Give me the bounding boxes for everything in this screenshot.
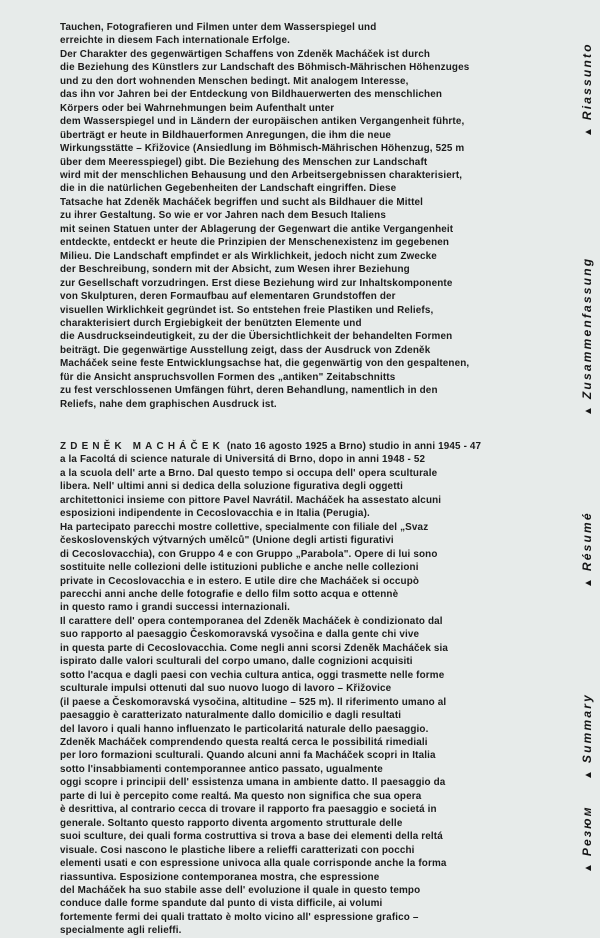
text-line: Der Charakter des gegenwärtigen Schaffens von Zdeněk Macháček ist durch bbox=[60, 48, 431, 60]
text-line: paesaggio è caratterizato naturalmente dallo domicilio e dagli resultati bbox=[60, 710, 402, 722]
text-line: specialmente agli relieffi. bbox=[60, 925, 182, 937]
text-line: suoi sculture, dei quali forma costruttiva si trova a base dei elementi della reltá bbox=[60, 831, 443, 843]
text-line: libera. Nell' ultimi anni si dedica della soluzione figurativa degli oggetti bbox=[60, 481, 403, 493]
text-line: der Beschreibung, sondern mit der Absicht, zum Wesen ihrer Beziehung bbox=[60, 264, 410, 276]
side-label-rezyum: ▲Резюм bbox=[580, 805, 594, 873]
text-line: wird mit der menschlichen Behausung und den Arbeitsergebnissen charakterisiert, bbox=[60, 169, 463, 181]
text-line: Il carattere dell' opera contemporanea del Zdeněk Macháček è condizionato dal bbox=[60, 615, 443, 627]
text-line: generale. Soltanto questo rapporto diventa argomento strutturale delle bbox=[60, 817, 403, 829]
text-line: mit seinen Statuen unter der Ablagerung der Gegenwart die antike Vergangenheit bbox=[60, 223, 454, 235]
triangle-marker-icon: ▲ bbox=[583, 578, 594, 588]
text-line: del lavoro i quali hanno influenzato le particolaritá naturale dello paesaggio. bbox=[60, 723, 429, 735]
text-line: erreichte in diesem Fach internationale Erfolge. bbox=[60, 35, 290, 47]
text-line: architettonici insieme con pittore Pavel Navrátil. Macháček ha assestato alcuni bbox=[60, 494, 442, 506]
side-label-zusammenfassung: ▲Zusammenfassung bbox=[580, 256, 594, 416]
text-line: a la Facoltá di science naturale di Universitá di Brno, dopo in anni 1948 - 52 bbox=[60, 454, 426, 466]
text-line: fortemente fermi dei quali trattato è molto vicino all' espressione grafico – bbox=[60, 911, 419, 923]
text-line: zu fest verschlossenen Umfängen führt, deren Behandlung, namentlich in den bbox=[60, 385, 438, 397]
text-line: zu ihrer Gestaltung. So wie er vor Jahren nach dem Besuch Italiens bbox=[60, 210, 386, 222]
text-line: visuellen Wirklichkeit gegründet ist. So entstehen freie Plastiken und Reliefs, bbox=[60, 304, 434, 316]
text-line: conduce dalle forme spandute dal punto di vista difficile, ai volumi bbox=[60, 898, 383, 910]
text-line: entdeckte, entdeckt er heute die Prinzipien der Menschenexistenz im gegebenen bbox=[60, 237, 450, 249]
text-line: di Cecoslovacchia), con Gruppo 4 e con Gruppo „Parabola". Opere di lui sono bbox=[60, 548, 438, 560]
text-line: Milieu. Die Landschaft empfindet er als Wirklichkeit, jedoch nicht zum Zwecke bbox=[60, 250, 437, 262]
text-line: ispirato dalle valori sculturali del corpo umano, dalle cognizioni acquisiti bbox=[60, 656, 413, 668]
text-line: die Beziehung des Künstlers zur Landschaft des Böhmisch-Mährischen Höhenzuges bbox=[60, 62, 470, 74]
text-line: Tatsache hat Zdeněk Macháček begriffen und sucht als Bildhauer die Mittel bbox=[60, 196, 424, 208]
text-line: und zu den dort wohnenden Menschen bedingt. Mit analogem Interesse, bbox=[60, 75, 409, 87]
text-line: suo rapporto al paesaggio Českomoravská vysočina e dalla gente chi vive bbox=[60, 629, 420, 641]
side-label-summary: ▲Summary bbox=[580, 693, 594, 780]
text-line: über dem Meeresspiegel) gibt. Die Beziehung des Menschen zur Landschaft bbox=[60, 156, 428, 168]
text-line: esposizioni indipendente in Cecoslovacchia e in Italia (Perugia). bbox=[60, 508, 370, 520]
text-line: oggi scopre i principii dell' essistenza umana in ambiente datto. Il paesaggio da bbox=[60, 777, 446, 789]
text-line: è desrittiva, al contrario cecca di trovare il rapporto fra paesaggio e societá in bbox=[60, 804, 437, 816]
german-summary-text bbox=[60, 21, 469, 411]
text-line: per loro formazioni sculturali. Quando alcuni anni fa Macháček scopri in Italia bbox=[60, 750, 436, 762]
triangle-marker-icon: ▲ bbox=[583, 770, 594, 780]
triangle-marker-icon: ▲ bbox=[583, 127, 594, 137]
text-line: private in Cecoslovacchia e in estero. E utile dire che Macháček si occupò bbox=[60, 575, 420, 587]
italian-first-line: ZDENĚK MACHÁČEK (nato 16 agosto 1925 a Brno) studio in anni 1945 - 47 bbox=[60, 441, 482, 452]
italian-summary-text bbox=[60, 440, 481, 938]
triangle-marker-icon: ▲ bbox=[583, 863, 594, 873]
text-line: parecchi anni anche delle fotografie e dello film sotto acqua e ottennè bbox=[60, 588, 399, 600]
text-line: sculturale impulsi ottenuti dal suo nuovo luogo di lavoro – Křižovice bbox=[60, 683, 392, 695]
text-line: parte di lui è percepito come realtá. Ma questo non significa che sua opera bbox=[60, 790, 422, 802]
text-line: das ihn vor Jahren bei der Entdeckung von Bildhauerwerten des menschlichen bbox=[60, 89, 443, 101]
text-line: beiträgt. Die gegenwärtige Ausstellung zeigt, dass der Ausdruck von Zdeněk bbox=[60, 344, 431, 356]
text-line: československých výtvarných umělců" (Unione degli artisti figurativi bbox=[60, 535, 394, 547]
text-line: sostituite nelle collezioni delle istituzioni publiche e anche nelle collezioni bbox=[60, 562, 419, 574]
text-line: von Skulpturen, deren Formaufbau auf elementaren Grundstoffen der bbox=[60, 291, 396, 303]
text-line: für die Ansicht anspruchsvollen Formen des „antiken" Zeitabschnitts bbox=[60, 371, 396, 383]
text-line: del Macháček ha suo stabile asse dell' evoluzione il quale in questo tempo bbox=[60, 884, 421, 896]
text-line: zur Gesellschaft vorzudringen. Erst diese Beziehung wird zur Inhaltskomponente bbox=[60, 277, 453, 289]
text-line: riassuntiva. Esposizione contemporanea mostra, che espressione bbox=[60, 871, 380, 883]
text-line: Reliefs, nahe dem graphischen Ausdruck ist. bbox=[60, 398, 277, 410]
text-line: a la scuola dell' arte a Brno. Dal questo tempo si occupa dell' opera sculturale bbox=[60, 467, 438, 479]
side-label-resume: ▲Résumé bbox=[580, 511, 594, 588]
text-line: sotto l'acqua e dagli paesi con vechia cultura antica, oggi trasmette nelle forme bbox=[60, 669, 445, 681]
side-label-riassunto: ▲Riassunto bbox=[580, 42, 594, 137]
text-line: in questo ramo i grandi successi internazionali. bbox=[60, 602, 290, 614]
text-line: charakterisiert durch Ergiebigkeit der benützten Elemente und bbox=[60, 317, 362, 329]
text-line: die Ausdruckseindeutigkeit, zu der die Übersichtlichkeit der behandelten Formen bbox=[60, 331, 453, 343]
text-line: Macháček seine feste Entwicklungsachse hat, die gegenwärtig von den gespaltenen, bbox=[60, 358, 470, 370]
text-line: überträgt er heute in Bildhauerformen Anregungen, die ihm die neue bbox=[60, 129, 392, 141]
artist-name-heading: ZDENĚK MACHÁČEK bbox=[60, 441, 224, 452]
text-line: Körpers oder bei Wahrnehmungen beim Aufenthalt unter bbox=[60, 102, 335, 114]
text-line: Wirkungsstätte – Křižovice (Ansiedlung im Böhmisch-Mährischen Höhenzug, 525 m bbox=[60, 143, 465, 155]
text-line: (il paese a Českomoravská vysočina, altitudine – 525 m). Il riferimento umano al bbox=[60, 696, 447, 708]
text-line: in questa parte di Cecoslovacchia. Come negli anni scorsi Zdeněk Macháček sia bbox=[60, 642, 449, 654]
text-line: visuale. Cosi nascono le plastiche libere a relieffi caratterizati con pocchi bbox=[60, 844, 415, 856]
text-line: Zdeněk Macháček comprendendo questa realtá cerca le possibilitá rimediali bbox=[60, 736, 428, 748]
text-line: Tauchen, Fotografieren und Filmen unter dem Wasserspiegel und bbox=[60, 22, 377, 33]
text-line: dem Wasserspiegel und in Ländern der europäischen antiken Vergangenheit führte, bbox=[60, 116, 465, 128]
text-line: elementi usati e con espressione univoca alla quale corrisponde anche la forma bbox=[60, 858, 447, 870]
text-line: die in die natürlichen Gegebenheiten der Landschaft eingriffen. Diese bbox=[60, 183, 397, 195]
text-line: sotto l'insabbiamenti contemporannee antico passato, ugualmente bbox=[60, 763, 383, 775]
text-line: Ha partecipato parecchi mostre collettive, specialmente con filiale del „Svaz bbox=[60, 521, 429, 533]
triangle-marker-icon: ▲ bbox=[583, 406, 594, 416]
